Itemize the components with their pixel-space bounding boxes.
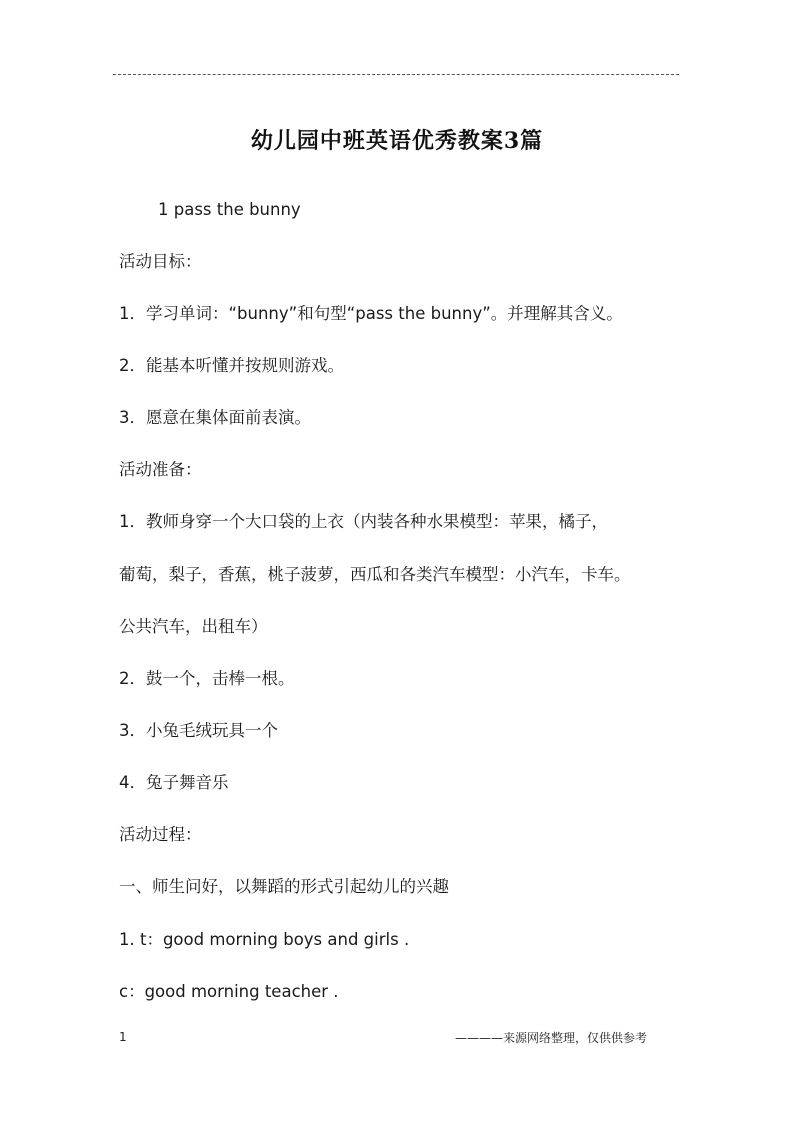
paragraph-preparation-2: 2．鼓一个，击棒一根。 <box>119 669 295 688</box>
paragraph-preparation-3: 3．小兔毛绒玩具一个 <box>119 721 278 740</box>
page-number: 1 <box>119 1030 127 1044</box>
paragraph-dialogue-teacher: 1. t：good morning boys and girls . <box>119 930 410 949</box>
paragraph-goal-3: 3．愿意在集体面前表演。 <box>119 408 311 427</box>
paragraph-process-step-1: 一、师生问好，以舞蹈的形式引起幼儿的兴趣 <box>119 877 449 896</box>
document-title: 幼儿园中班英语优秀教案3篇 <box>250 128 544 154</box>
paragraph-preparation-1: 1．教师身穿一个大口袋的上衣（内装各种水果模型：苹果，橘子， <box>119 512 608 531</box>
paragraph-preparation-4: 4．兔子舞音乐 <box>119 773 229 792</box>
footer-source-note: ————来源网络整理，仅供供参考 <box>455 1031 648 1045</box>
paragraph-preparation-1-cont: 葡萄，梨子，香蕉，桃子菠萝，西瓜和各类汽车模型：小汽车，卡车。 <box>119 565 631 584</box>
paragraph-process-heading: 活动过程： <box>119 825 202 844</box>
paragraph-activity-goals-heading: 活动目标： <box>119 252 202 271</box>
paragraph-goal-1: 1．学习单词：“bunny”和句型“pass the bunny”。并理解其含义。 <box>119 304 623 323</box>
paragraph-preparation-1-end: 公共汽车，出租车） <box>119 617 268 636</box>
section-heading-pass-the-bunny: 1 pass the bunny <box>158 200 301 219</box>
paragraph-goal-2: 2．能基本听懂并按规则游戏。 <box>119 356 344 375</box>
paragraph-dialogue-children: c：good morning teacher . <box>119 982 339 1001</box>
header-dashed-rule <box>113 74 679 75</box>
paragraph-preparation-heading: 活动准备： <box>119 460 202 479</box>
